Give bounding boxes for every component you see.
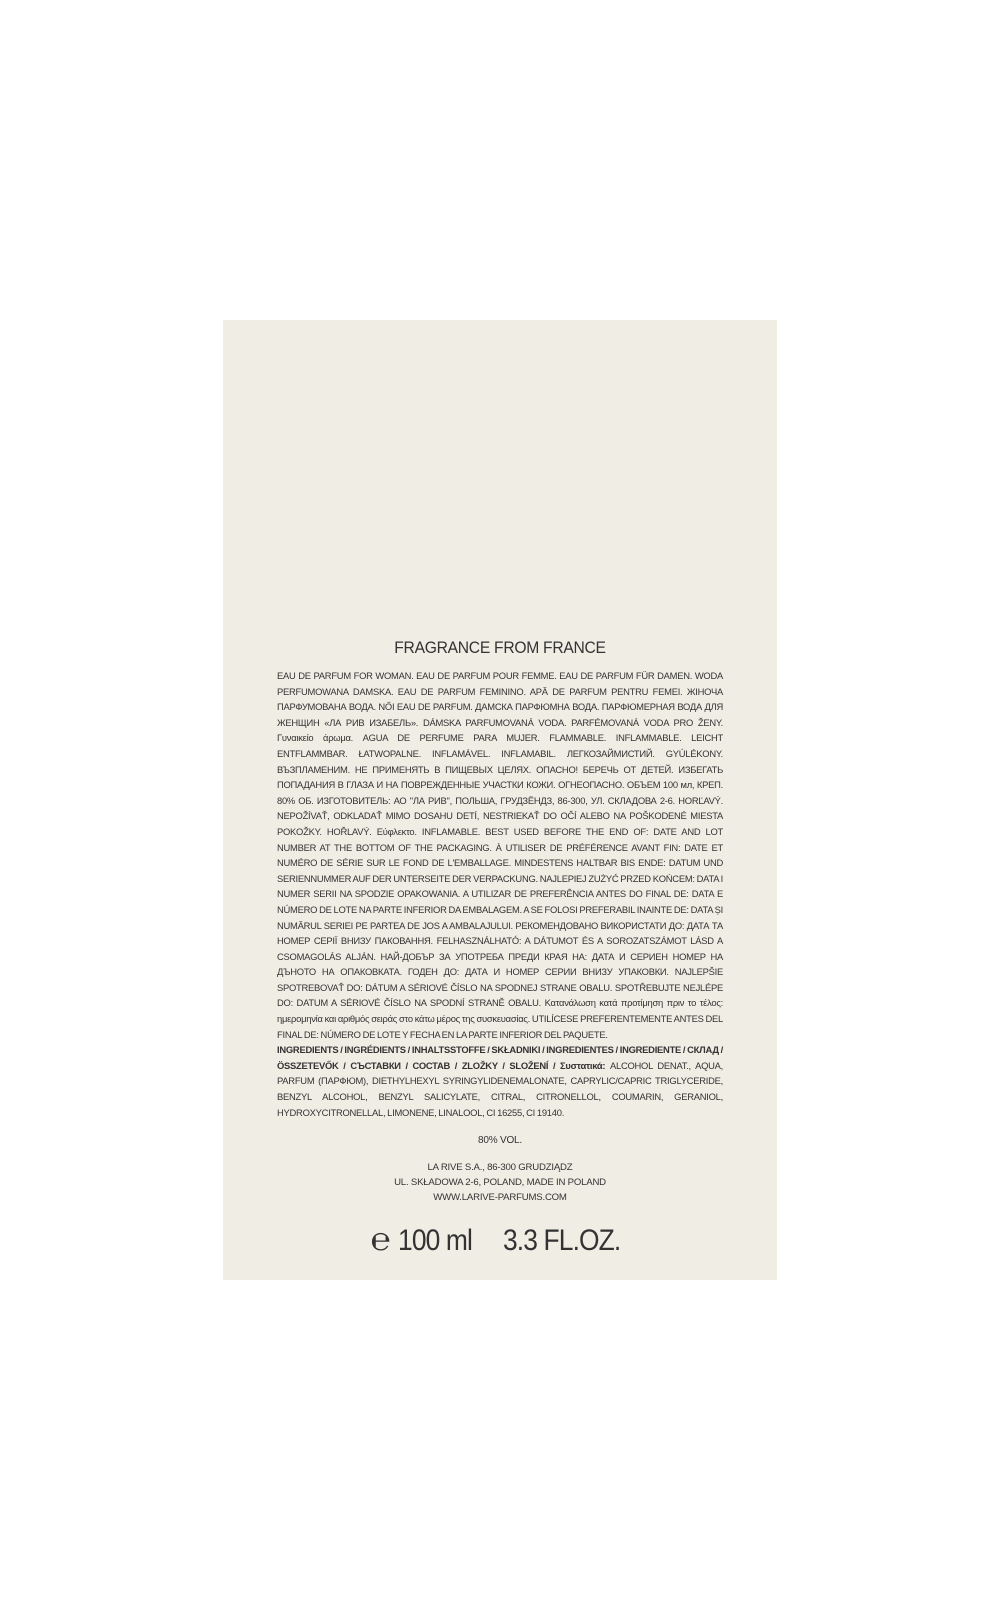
ingredients-section — [277, 1042, 723, 1120]
ingredients-heading: INGREDIENTS / INGRÉDIENTS / INHALTSSTOFFE / SKŁADNIKI / INGREDIENTES / INGREDIENTE / СКЛАД / ÖSSZETEVŐK / СЪСТАВКИ / СОСТАВ / ZLOŽKY / SLOŽENÍ / Συστατικά: — [277, 1044, 723, 1071]
estimated-sign-icon: ℮ — [370, 1221, 390, 1258]
volume-oz: 3.3 FL.OZ. — [503, 1224, 621, 1258]
product-description: EAU DE PARFUM FOR WOMAN. EAU DE PARFUM POUR FEMME. EAU DE PARFUM FÜR DAMEN. WODA PERFUMOWANA DAMSKA. EAU DE PARFUM FEMININO. APĂ DE PARFUM PENTRU FEMEI. ЖІНОЧА ПАРФУМОВАНА ВОДА. NŐI EAU DE PARFUM. ДАМСКА ПАРФЮМНА ВОДА. ПАРФЮМЕРНАЯ ВОДА ДЛЯ ЖЕНЩИН «ЛА РИВ ИЗАБЕЛЬ». DÁMSKA PARFUMOVANÁ VODA. PARFÉMOVANÁ VODA PRO ŽENY. Γυναικείο άρωμα. AGUA DE PERFUME PARA MUJER. FLAMMABLE. INFLAMMABLE. LEICHT ENTFLAMMBAR. ŁATWOPALNE. INFLAMÁVEL. INFLAMABIL. ЛЕГКОЗАЙМИСТИЙ. GYÚLÉKONY. ВЪЗПЛАМЕНИМ. НЕ ПРИМЕНЯТЬ В ПИЩЕВЫХ ЦЕЛЯХ. ОПАСНО! БЕРЕЧЬ ОТ ДЕТЕЙ. ИЗБЕГАТЬ ПОПАДАНИЯ В ГЛАЗА И НА ПОВРЕЖДЕННЫЕ УЧАСТКИ КОЖИ. ОГНЕОПАСНО. ОБЪЕМ 100 мл, КРЕП. 80% ОБ. ИЗГОТОВИТЕЛЬ: АО "ЛА РИВ", ПОЛЬША, ГРУДЗЁНДЗ, 86-300, УЛ. СКЛАДОВА 2-6. HORĽAVÝ. NEPOŽÍVAŤ, ODKLADAŤ MIMO DOSAHU DETÍ, NESTRIEKAŤ DO OČÍ ALEBO NA POŠKODENÉ MIESTA POKOŽKY. HOŘLAVÝ. Εύφλεκτο. INFLAMABLE. BEST USED BEFORE THE END OF: DATE AND LOT NUMBER AT THE BOTTOM OF THE PACKAGING. À UTILISER DE PRÉFÉRENCE AVANT FIN: DATE ET NUMÉRO DE SÉRIE SUR LE FOND DE L'EMBALLAGE. MINDESTENS HALTBAR BIS ENDE: DATUM UND SERIENNUMMER AUF DER UNTERSEITE DER VERPACKUNG. NAJLEPIEJ ZUŻYĆ PRZED KOŃCEM: DATA I NUMER SERII NA SPODZIE OPAKOWANIA. A UTILIZAR DE PREFERÊNCIA ANTES DO FINAL DE: DATA E NÚMERO DE LOTE NA PARTE INFERIOR DA EMBALAGEM. A SE FOLOSI PREFERABIL INAINTE DE: DATA ȘI NUMĂRUL SERIEI PE PARTEA DE JOS A AMBALAJULUI. РЕКОМЕНДОВАНО ВИКОРИСТАТИ ДО: ДАТА ТА НОМЕР СЕРІЇ ВНИЗУ ПАКОВАННЯ. FELHASZNÁLHATÓ: A DÁTUMOT ÉS A SOROZATSZÁMOT LÁSD A CSOMAGOLÁS ALJÁN. НАЙ-ДОБЪР ЗА УПОТРЕБА ПРЕДИ КРАЯ НА: ДАТА И СЕРИЕН НОМЕР НА ДЪНОТО НА ОПАКОВКАТА. ГОДЕН ДО: ДАТА И НОМЕР СЕРИИ ВНИЗУ УПАКОВКИ. NAJLEPŠIE SPOTREBOVAŤ DO: DÁTUM A SÉRIOVÉ ČÍSLO NA SPODNEJ STRANE OBALU. SPOTŘEBUJTE NEJLÉPE DO: DATUM A SÉRIOVÉ ČÍSLO NA SPODNÍ STRANĚ OBALU. Κατανάλωση κατά προτίμηση πριν το τέλος: ημερομηνία και αριθμός σειράς στο κάτω μέρος της συσκευασίας. UTILÍCESE PREFERENTEMENTE ANTES DEL FINAL DE: NÚMERO DE LOTE Y FECHA EN LA PARTE INFERIOR DEL PAQUETE. — [277, 670, 723, 1040]
manufacturer-address — [277, 1160, 723, 1205]
address-line: UL. SKŁADOWA 2-6, POLAND, MADE IN POLAND — [394, 1177, 606, 1189]
net-volume — [277, 1223, 723, 1258]
alcohol-volume: 80% VOL. — [478, 1135, 522, 1147]
label-title: FRAGRANCE FROM FRANCE — [394, 638, 606, 657]
label-content — [277, 638, 723, 1258]
product-label-panel — [223, 320, 777, 1280]
ingredients-list: ALCOHOL DENAT., AQUA, PARFUM (ПАРФЮМ), DIETHYLHEXYL SYRINGYLIDENEMALONATE, CAPRYLIC/CAPRIC TRIGLYCERIDE, BENZYL ALCOHOL, BENZYL SALICYLATE, CITRAL, CITRONELLOL, COUMARIN, GERANIOL, HYDROXYCITRONELLAL, LIMONENE, LINALOOL, CI 16255, CI 19140. — [277, 1059, 723, 1118]
address-line: LA RIVE S.A., 86-300 GRUDZIĄDZ — [427, 1162, 573, 1174]
volume-ml: 100 ml — [398, 1224, 473, 1258]
website-line: WWW.LARIVE-PARFUMS.COM — [433, 1192, 567, 1204]
